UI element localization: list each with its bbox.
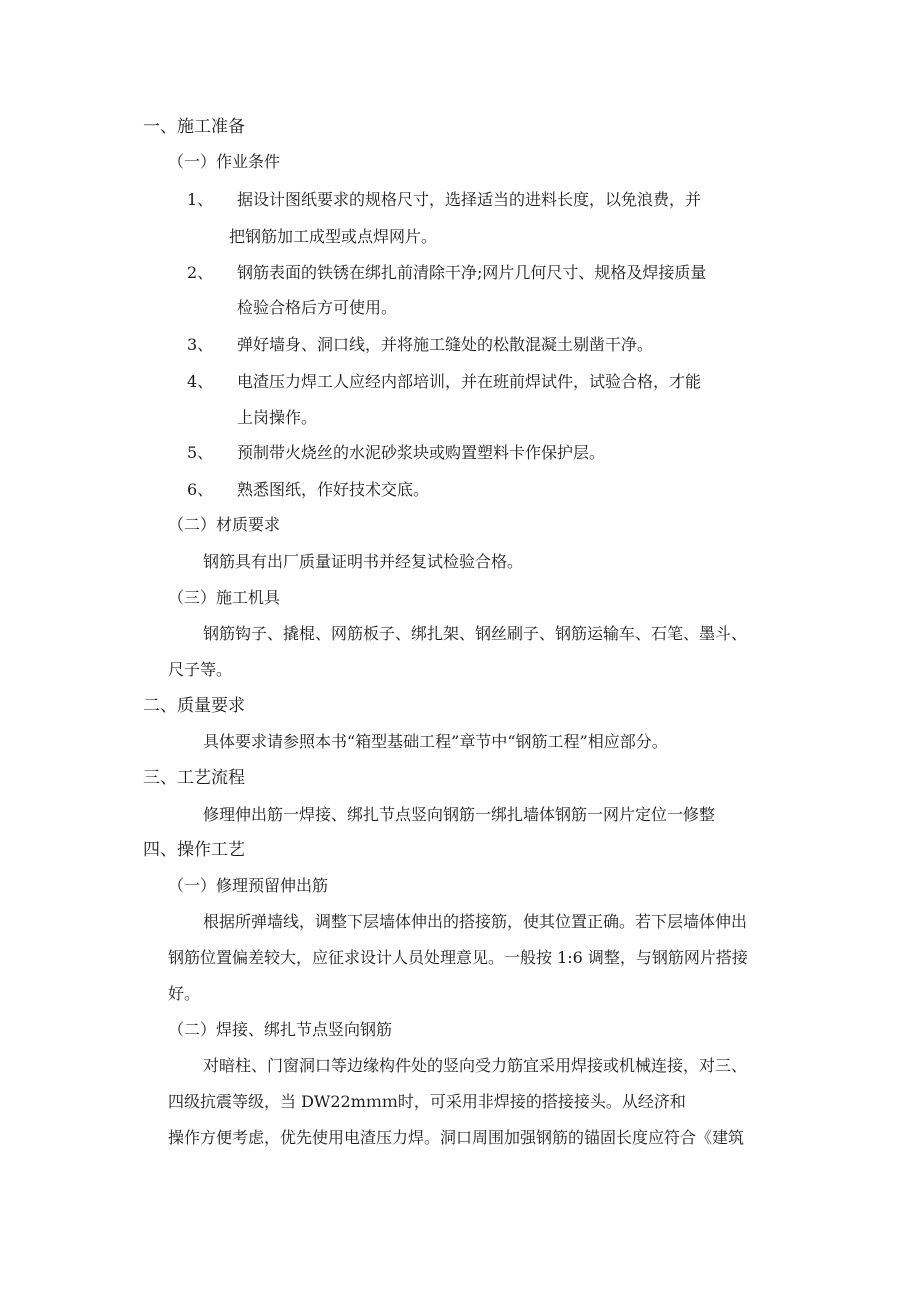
section-4-sub-2-text-line-2: 四级抗震等级，当 DW22mｍｍ时，可采用非焊接的搭接接头。从经济和: [168, 1092, 686, 1111]
item-6-text: 熟悉图纸，作好技术交底。: [237, 480, 430, 499]
section-3-text: 修理伸出筋一焊接、绑扎节点竖向钢筋一绑扎墙体钢筋一网片定位一修整: [203, 805, 716, 824]
section-4-sub-1-text-line-1: 根据所弹墙线，调整下层墙体伸出的搭接筋，使其位置正确。若下层墙体伸出: [203, 912, 748, 931]
section-1-sub-3-text-line-2: 尺子等。: [168, 660, 233, 679]
item-3-text: 弹好墙身、洞口线，并将施工缝处的松散混凝土剔凿干净。: [237, 335, 654, 354]
section-1-sub-2-text: 钢筋具有出厂质量证明书并经复试检验合格。: [203, 552, 524, 571]
item-6-number: 6、: [187, 480, 214, 499]
item-2-number: 2、: [187, 263, 214, 282]
section-4-sub-2-text-line-1: 对暗柱、门窗洞口等边缘构件处的竖向受力筋宜采用焊接或机械连接，对三、: [203, 1056, 748, 1075]
section-4-sub-1-text-line-2: 钢筋位置偏差较大，应征求设计人员处理意见。一般按 1:6 调整，与钢筋网片搭接: [168, 948, 748, 967]
item-3-number: 3、: [187, 335, 214, 354]
section-1-sub-2-title: （二）材质要求: [168, 515, 281, 534]
item-4-continuation: 上岗操作。: [237, 408, 318, 427]
item-1-text: 据设计图纸要求的规格尺寸，选择适当的进料长度，以免浪费，并: [237, 190, 702, 209]
section-4-sub-2-title: （二）焊接、绑扎节点竖向钢筋: [168, 1020, 393, 1039]
item-2-text: 钢筋表面的铁锈在绑扎前清除干净;网片几何尺寸、规格及焊接质量: [237, 263, 707, 282]
section-4-sub-2-text-line-3: 操作方便考虑，优先使用电渣压力焊。洞口周围加强钢筋的锚固长度应符合《建筑: [168, 1128, 745, 1147]
section-1-sub-3-text-line-1: 钢筋钩子、撬棍、网筋板子、绑扎架、钢丝刷子、钢筋运输车、石笔、墨斗、: [203, 624, 748, 643]
item-5-text: 预制带火烧丝的水泥砂浆块或购置塑料卡作保护层。: [237, 443, 606, 462]
section-3-title: 三、工艺流程: [143, 768, 245, 788]
item-1-number: 1、: [187, 190, 214, 209]
item-2-continuation: 检验合格后方可使用。: [237, 298, 398, 317]
section-1-sub-3-title: （三）施工机具: [168, 588, 281, 607]
section-1-title: 一、施工准备: [143, 117, 245, 137]
section-2-title: 二、质量要求: [143, 696, 245, 716]
section-4-sub-1-title: （一）修理预留伸出筋: [168, 876, 329, 895]
section-1-sub-1-title: （一）作业条件: [168, 152, 281, 171]
section-4-title: 四、操作工艺: [143, 840, 245, 860]
section-4-sub-1-text-line-3: 好。: [168, 984, 201, 1003]
item-4-number: 4、: [187, 372, 214, 391]
item-4-text: 电渣压力焊工人应经内部培训，并在班前焊试件，试验合格，才能: [237, 372, 702, 391]
item-5-number: 5、: [187, 443, 214, 462]
item-1-continuation: 把钢筋加工成型或点焊网片。: [229, 227, 438, 246]
section-2-text: 具体要求请参照本书“箱型基础工程”章节中“钢筋工程”相应部分。: [203, 732, 668, 751]
